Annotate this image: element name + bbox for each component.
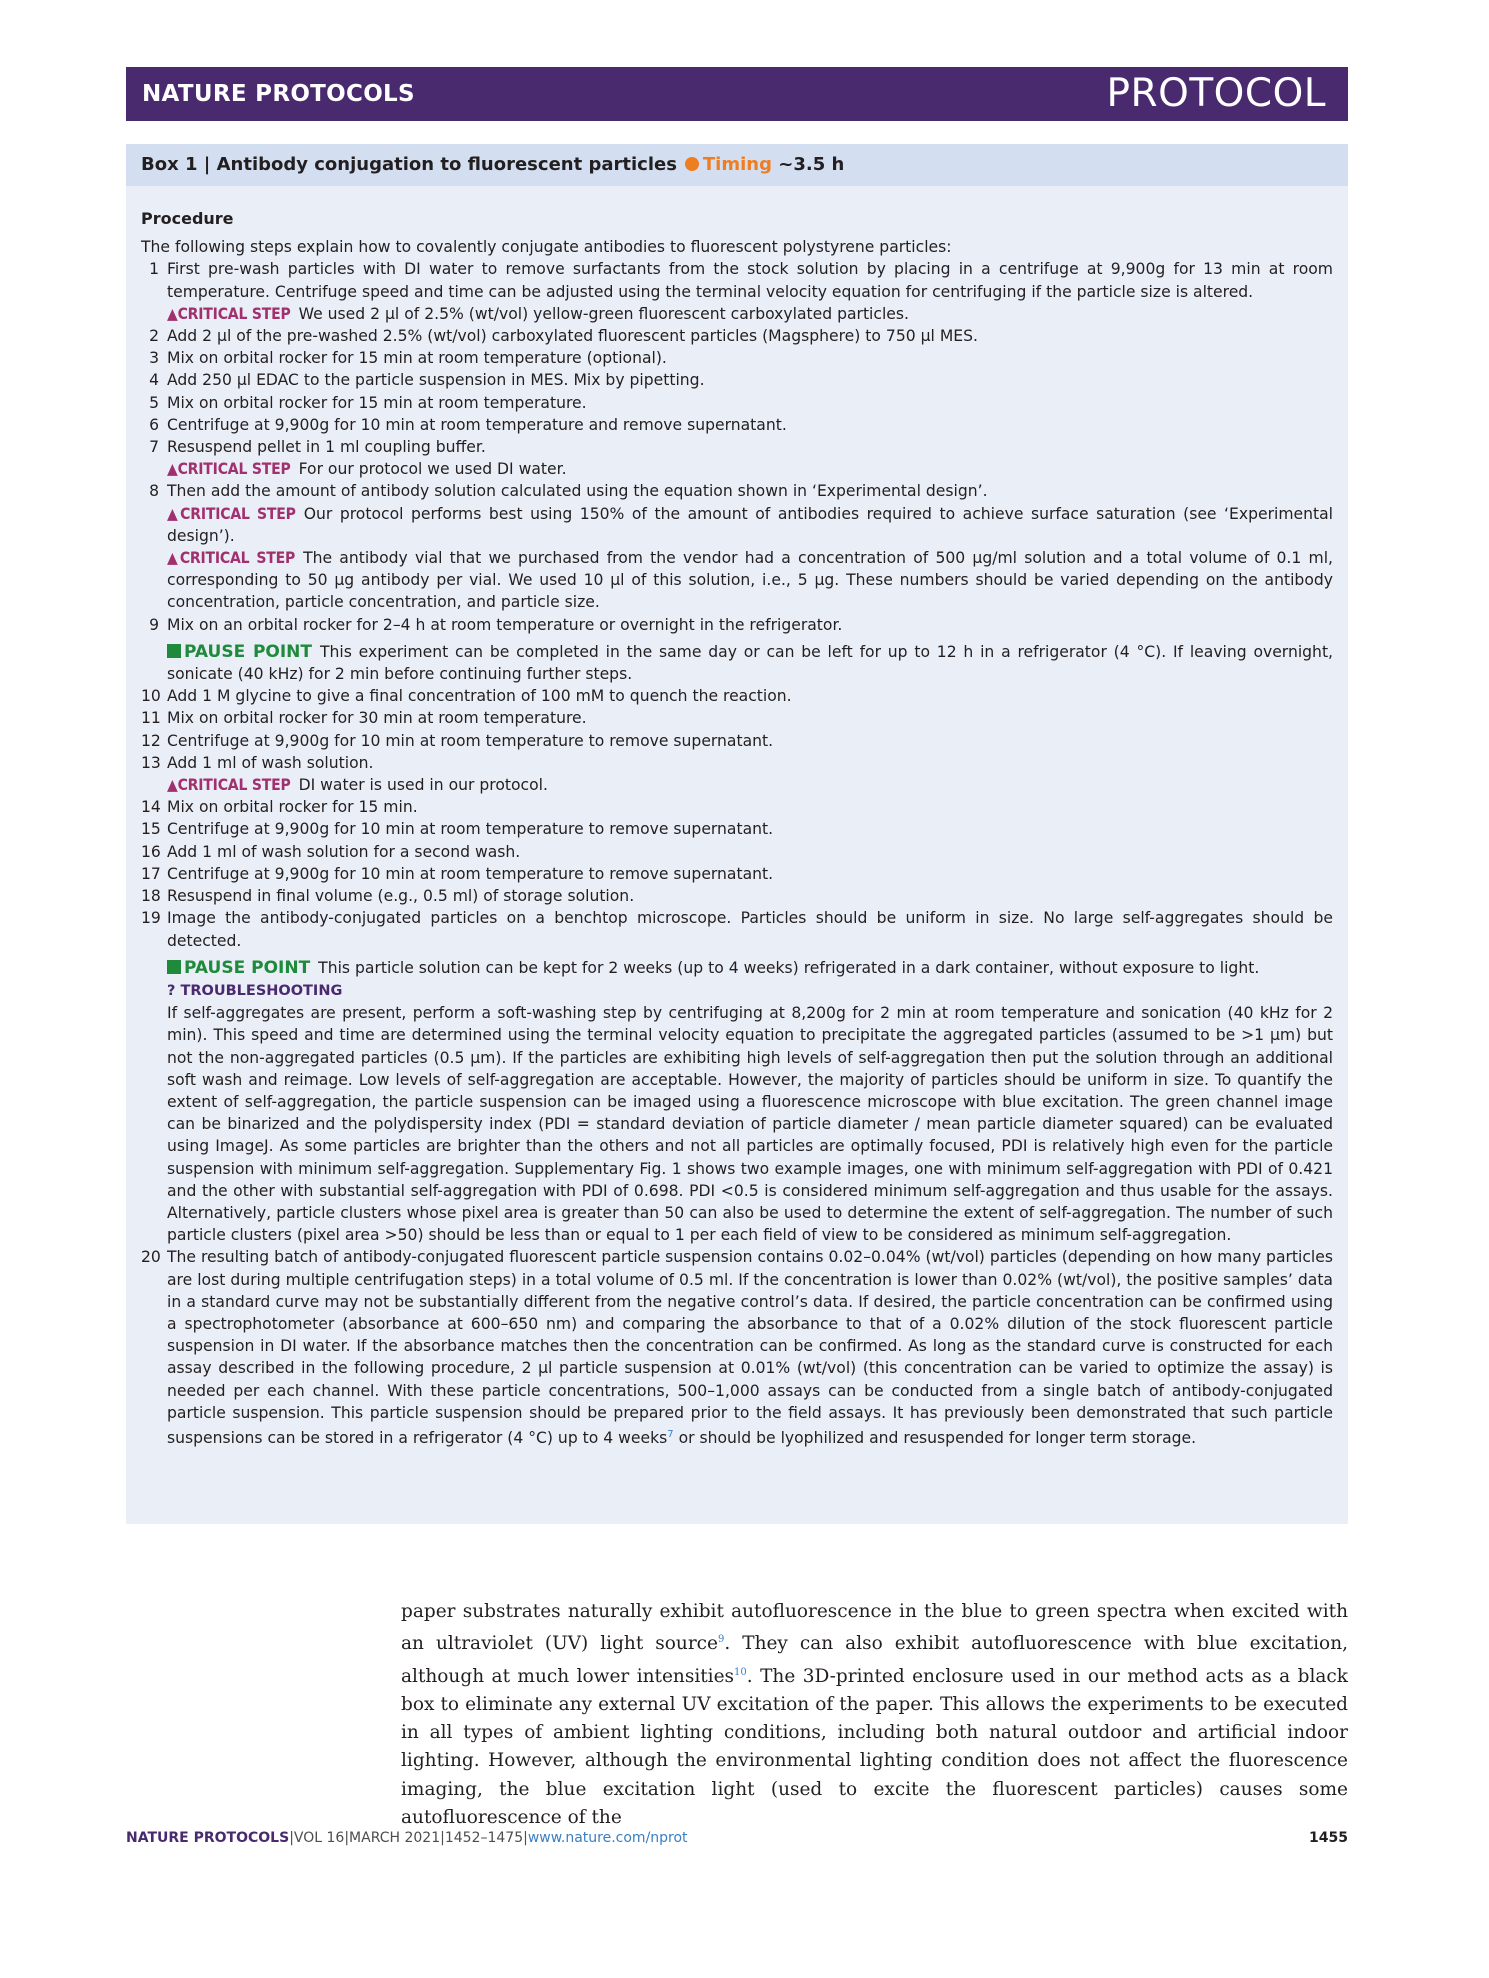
step-14 [141,796,1333,818]
critical-step-note [141,547,1333,614]
body-paragraph [401,1598,1348,1832]
reference-link[interactable]: 7 [667,1428,674,1440]
critical-step-label: ▲CRITICAL STEP [167,504,296,523]
pause-point-label: PAUSE POINT [184,641,313,662]
pause-point-text: This particle solution can be kept for 2 weeks (up to 4 weeks) refrigerated in a dark container, without exposure to light. [318,958,1260,977]
step-text: Mix on orbital rocker for 30 min at room temperature. [167,709,587,728]
step-text: Add 250 µl EDAC to the particle suspension in MES. Mix by pipetting. [167,371,705,390]
step-number: 17 [141,864,161,883]
step-number: 13 [141,753,161,772]
step-text: Mix on orbital rocker for 15 min. [167,798,418,817]
step-text: Resuspend pellet in 1 ml coupling buffer. [167,438,486,457]
timing-value: ~3.5 h [778,154,845,175]
journal-name: NATURE PROTOCOLS [142,81,415,107]
critical-step-label: ▲CRITICAL STEP [167,460,291,479]
step-20 [141,1246,1333,1449]
step-text: Add 2 µl of the pre-washed 2.5% (wt/vol) carboxylated fluorescent particles (Magsphere) to 750 µl MES. [167,327,978,346]
troubleshooting-text: If self-aggregates are present, perform a soft-washing step by centrifuging at 8,200g for 2 min at room temperature and sonication (40 kHz for 2 min). This speed and time are determined using the terminal velocity equation to precipitate the aggregated particles (assumed to be >1 µm) but not the non-aggregated particles (0.5 µm). If the particles are exhibiting high levels of self-aggregation then put the solution through an additional soft wash and reimage. Low levels of self-aggregation are acceptable. However, the majority of particles should be uniform in size. To quantify the extent of self-aggregation, the particle suspension can be imaged using a fluorescence microscope with blue excitation. The green channel image can be binarized and the polydispersity index (PDI = standard deviation of particle diameter / mean particle diameter squared) can be evaluated using ImageJ. As some particles are brighter than the others and not all particles are optimally focused, PDI is relatively high even for the particle suspension with minimum self-aggregation. Supplementary Fig. 1 shows two example images, one with minimum self-aggregation with PDI of 0.421 and the other with substantial self-aggregation with PDI of 0.698. PDI <0.5 is considered minimum self-aggregation and thus usable for the assays. Alternatively, particle clusters whose pixel area is greater than 50 can also be used to determine the extent of self-aggregation. The number of such particle clusters (pixel area >50) should be less than or equal to 1 per each field of view to be considered as minimum self-aggregation. [167,1004,1333,1245]
body-text: paper substrates naturally exhibit autofluorescence in the blue to green spectra when excited with an ultraviolet (UV) light source [401,1601,1348,1655]
step-number: 9 [149,615,159,634]
critical-step-text: DI water is used in our protocol. [298,776,548,795]
step-number: 10 [141,687,161,706]
step-10 [141,685,1333,707]
step-number: 2 [149,327,159,346]
step-4 [141,369,1333,391]
critical-step-text: We used 2 µl of 2.5% (wt/vol) yellow-green fluorescent carboxylated particles. [298,304,909,323]
timing-label: Timing [702,154,772,175]
step-text: Add 1 M glycine to give a final concentration of 100 mM to quench the reaction. [167,687,792,706]
critical-step-text: Our protocol performs best using 150% of the amount of antibodies required to achieve surface saturation (see ‘Experimental design’). [167,504,1333,545]
page-footer [126,1830,1348,1850]
article-type: PROTOCOL [1106,71,1326,116]
step-11 [141,707,1333,729]
pause-square-icon [167,960,181,974]
box-title-bar [126,144,1348,186]
main-body-text [401,1598,1348,1832]
footer-separator: | [344,1830,350,1846]
step-text: First pre-wash particles with DI water to remove surfactants from the stock solution by placing in a centrifuge at 9,900g for 13 min at room temperature. Centrifuge speed and time can be adjusted using the terminal velocity equation for centrifuging if the particle size is altered. [167,260,1333,301]
step-1 [141,258,1333,302]
box-1-panel [126,144,1348,1524]
step-12 [141,730,1333,752]
step-text: Centrifuge at 9,900g for 10 min at room temperature to remove supernatant. [167,820,774,839]
step-7 [141,436,1333,458]
step-text: Image the antibody-conjugated particles on a benchtop microscope. Particles should be uniform in size. No large self-aggregates should be detected. [167,909,1333,950]
troubleshooting-label: ? TROUBLESHOOTING [167,982,343,999]
step-text: Add 1 ml of wash solution for a second wash. [167,842,521,861]
page-number: 1455 [1309,1830,1348,1846]
step-8 [141,480,1333,502]
step-17 [141,863,1333,885]
footer-separator: | [289,1830,294,1846]
step-number: 4 [149,371,159,390]
journal-header-bar [126,67,1348,121]
step-number: 15 [141,820,161,839]
pause-point-note [141,641,1333,685]
pause-point-label: PAUSE POINT [184,957,311,978]
footer-pages: 1452–1475 [444,1830,524,1846]
critical-step-note [141,774,1333,796]
step-text-end: or should be lyophilized and resuspended for longer term storage. [673,1429,1197,1448]
body-text: . The 3D-printed enclosure used in our method acts as a black box to eliminate any external UV excitation of the paper. This allows the experiments to be executed in all types of ambient lighting conditions, including both natural outdoor and artificial indoor lighting. However, although the environmental lighting condition does not affect the fluorescence imaging, the blue excitation light (used to excite the fluorescent particles) causes some autofluorescence of the [401,1665,1348,1828]
step-number: 14 [141,798,161,817]
step-number: 18 [141,887,161,906]
step-text: Centrifuge at 9,900g for 10 min at room temperature and remove supernatant. [167,415,787,434]
step-number: 11 [141,709,161,728]
timing-dot-icon [685,157,699,171]
critical-step-label: ▲CRITICAL STEP [167,776,291,795]
step-9 [141,614,1333,636]
step-18 [141,885,1333,907]
body-text: . They can also exhibit autofluorescence with blue excitation, although at much lower intensities [401,1633,1348,1687]
critical-step-text: The antibody vial that we purchased from the vendor had a concentration of 500 µg/ml solution and a total volume of 0.1 ml, corresponding to 50 µg antibody per vial. We used 10 µl of this solution, i.e., 5 µg. These numbers should be varied depending on the antibody concentration, particle concentration, and particle size. [167,549,1333,612]
critical-step-label: ▲CRITICAL STEP [167,304,291,323]
footer-journal: NATURE PROTOCOLS [126,1830,290,1846]
step-16 [141,841,1333,863]
step-number: 3 [149,349,159,368]
step-text: The resulting batch of antibody-conjugated fluorescent particle suspension contains 0.02–0.04% (wt/vol) particles (depending on how many particles are lost during multiple centrifugation steps) in a total volume of 0.5 ml. If the concentration is lower than 0.02% (wt/vol), the positive samples’ data in a standard curve may not be substantially different from the negative control’s data. If desired, the particle concentration can be confirmed using a spectrophotometer (absorbance at 600–650 nm) and comparing the absorbance to that of a 0.02% dilution of the stock fluorescent particle suspension in DI water. If the absorbance matches then the concentration can be confirmed. As long as the standard curve is constructed for each assay described in the following procedure, 2 µl particle suspension at 0.01% (wt/vol) (this concentration can be varied to optimize the assay) is needed per each channel. With these particle concentrations, 500–1,000 assays can be conducted from a single batch of antibody-conjugated particle suspension. This particle suspension should be prepared prior to the field assays. It has previously been demonstrated that such particle suspensions can be stored in a refrigerator (4 °C) up to 4 weeks [167,1248,1333,1448]
reference-link[interactable]: 10 [734,1666,747,1678]
step-number: 1 [149,260,159,279]
footer-volume: VOL 16 [293,1830,345,1846]
footer-separator: | [440,1830,445,1846]
box-body [141,208,1333,1449]
critical-step-text: For our protocol we used DI water. [298,460,567,479]
footer-date: MARCH 2021 [349,1830,441,1846]
step-5 [141,392,1333,414]
troubleshooting-label-row [141,979,1333,1002]
step-19 [141,907,1333,951]
procedure-intro: The following steps explain how to covalently conjugate antibodies to fluorescent polystyrene particles: [141,238,952,257]
step-6 [141,414,1333,436]
critical-step-note [141,458,1333,480]
footer-separator: | [523,1830,528,1846]
step-number: 8 [149,482,159,501]
pause-point-text: This experiment can be completed in the same day or can be left for up to 12 h in a refrigerator (4 °C). If leaving overnight, sonicate (40 kHz) for 2 min before continuing further steps. [167,642,1334,684]
step-text: Mix on an orbital rocker for 2–4 h at room temperature or overnight in the refrigerator. [167,615,843,634]
procedure-heading: Procedure [141,209,234,228]
step-text: Then add the amount of antibody solution calculated using the equation shown in ‘Experimental design’. [167,482,988,501]
critical-step-label: ▲CRITICAL STEP [167,549,296,568]
step-text: Centrifuge at 9,900g for 10 min at room temperature to remove supernatant. [167,731,774,750]
box-title [141,154,844,175]
step-number: 19 [141,909,161,928]
critical-step-note [141,303,1333,325]
step-number: 7 [149,438,159,457]
step-3 [141,347,1333,369]
step-13 [141,752,1333,774]
step-2 [141,325,1333,347]
step-number: 5 [149,393,159,412]
step-text: Add 1 ml of wash solution. [167,753,374,772]
step-number: 20 [141,1248,161,1267]
box-title-text: Box 1 | Antibody conjugation to fluorescent particles [141,154,677,175]
pause-point-note [141,957,1333,979]
step-number: 6 [149,415,159,434]
step-15 [141,818,1333,840]
step-number: 12 [141,731,161,750]
critical-step-note [141,503,1333,547]
step-number: 16 [141,842,161,861]
step-text: Resuspend in final volume (e.g., 0.5 ml) of storage solution. [167,887,635,906]
reference-link[interactable]: 9 [717,1634,725,1646]
footer-url-link[interactable]: www.nature.com/nprot [527,1830,688,1846]
pause-square-icon [167,644,181,658]
step-text: Centrifuge at 9,900g for 10 min at room temperature to remove supernatant. [167,864,774,883]
step-text: Mix on orbital rocker for 15 min at room temperature. [167,393,587,412]
footer-citation [126,1830,688,1846]
step-text: Mix on orbital rocker for 15 min at room temperature (optional). [167,349,667,368]
